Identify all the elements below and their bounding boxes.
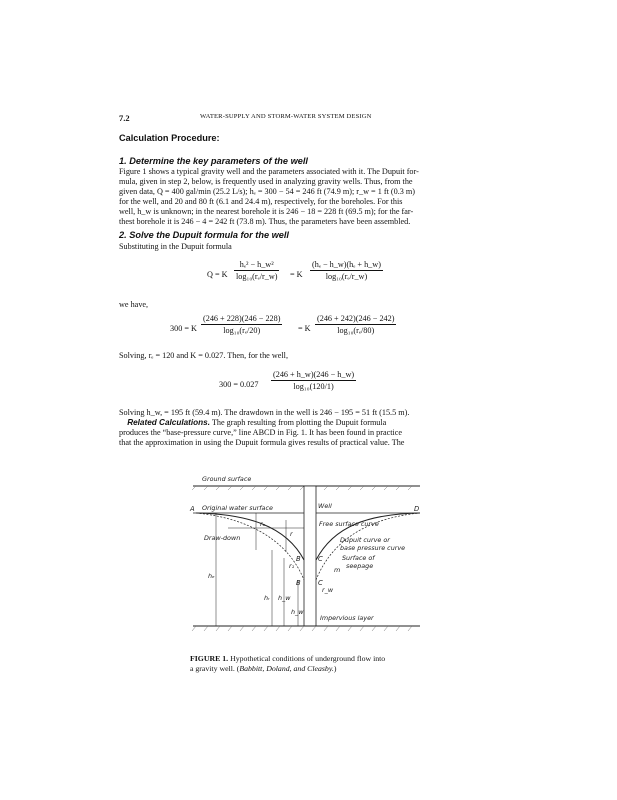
running-title: WATER-SUPPLY AND STORM-WATER SYSTEM DESIGN — [200, 113, 372, 120]
eq3-denominator: log₁₀(120/1) — [293, 382, 334, 391]
hr-label: hᵣ — [264, 594, 270, 602]
label-B: B — [296, 555, 301, 563]
label-A: A — [190, 505, 195, 513]
text-line: thest borehole it is 246 − 4 = 242 ft (73.8 m). Thus, the parameters have been assembled. — [119, 217, 411, 226]
eq1-fraction-1 — [234, 259, 279, 282]
we-have-text: we have, — [119, 300, 149, 309]
eq1-denominator-2: log₁₀(rₑ/r_w) — [325, 272, 368, 281]
text-line: for the well, and 20 and 80 ft (6.1 and 24.4 m), respectively, for the boreholes. For this — [119, 197, 403, 206]
dupuit-curve-label: Dupuit curve or — [340, 536, 390, 544]
he-label: hₑ — [208, 572, 215, 580]
related-line-1: The graph resulting from plotting the Dupuit formula — [211, 418, 387, 427]
draw-down-label: Draw-down — [204, 534, 241, 542]
r-label: r — [290, 530, 293, 538]
impervious-layer-label: Impervious layer — [320, 614, 374, 622]
surface-of-label: Surface of — [342, 554, 375, 562]
eq1-fraction-2 — [310, 259, 383, 282]
related-label: Related Calculations. — [127, 418, 210, 427]
eq2-numerator-2: (246 + 242)(246 − 242) — [317, 314, 395, 323]
caption-text-2: a gravity well. ( — [190, 664, 240, 673]
eq2-lhs: 300 = K — [170, 324, 197, 333]
page-number: 7.2 — [119, 113, 130, 123]
well-label: Well — [318, 502, 332, 510]
label-D: D — [414, 505, 420, 513]
text-line: mula, given in step 2, below, is frequently used in analyzing gravity wells. Thus, from the — [119, 177, 413, 186]
eq2-mid: = K — [298, 324, 311, 333]
eq3-numerator: (246 + h_w)(246 − h_w) — [273, 370, 355, 379]
step2-heading: 2. Solve the Dupuit formula for the well — [119, 230, 289, 240]
rw-label: r_w — [322, 586, 334, 594]
related-paragraph — [119, 418, 498, 448]
solving-text-1: Solving, rₑ = 120 and K = 0.027. Then, for the well, — [119, 351, 288, 360]
text-line: well, h_w is unknown; in the nearest borehole it is 246 − 18 = 228 ft (69.5 m); for the far- — [119, 207, 414, 216]
caption-source: Babbitt, Doland, and Cleasby. — [239, 664, 334, 673]
original-water-surface-label: Original water surface — [202, 504, 273, 512]
re-label: rₑ — [260, 520, 266, 528]
step1-paragraph — [119, 167, 498, 227]
gravity-well-diagram — [188, 468, 424, 638]
eq3-lhs: 300 = 0.027 — [219, 380, 259, 389]
step2-intro: Substituting in the Dupuit formula — [119, 242, 232, 251]
eq2-denominator-2: log₁₀(rₑ/80) — [337, 326, 375, 335]
r1-label: r₁ — [289, 562, 295, 570]
caption-line-1 — [190, 654, 430, 664]
text-line: Figure 1 shows a typical gravity well and the parameters associated with it. The Dupuit for- — [119, 167, 419, 176]
eq1-mid: = K — [290, 270, 303, 279]
solving-text-2: Solving h_w, = 195 ft (59.4 m). The drawdown in the well is 246 − 195 = 51 ft (15.5 m). — [119, 408, 410, 417]
ground-surface-label: Ground surface — [202, 475, 252, 483]
eq2-fraction-2 — [315, 313, 396, 336]
text-line: given data, Q = 400 gal/min (25.2 L/s); hₑ = 300 − 54 = 246 ft (74.9 m); r_w = 1 ft (0.3 m) — [119, 187, 416, 196]
eq1-lhs: Q = K — [207, 270, 228, 279]
procedure-heading: Calculation Procedure: — [119, 133, 220, 143]
figure-caption — [190, 654, 430, 674]
well-casing — [304, 486, 316, 626]
eq1-denominator-1: log₁₀(rₑ/r_w) — [236, 272, 278, 281]
hw-label: h_w — [291, 608, 304, 616]
step1-heading: 1. Determine the key parameters of the well — [119, 156, 308, 166]
text-line: produces the “base-pressure curve,” line ABCD in Fig. 1. It has been found in practice — [119, 428, 403, 437]
eq2-numerator-1: (246 + 228)(246 − 228) — [203, 314, 281, 323]
text-line — [119, 418, 498, 428]
base-pressure-curve-label: base pressure curve — [340, 544, 406, 552]
eq1-numerator-1: hₑ² − h_w² — [234, 259, 279, 271]
eq2-denominator-1: log₁₀(rₑ/20) — [223, 326, 261, 335]
label-B-lower: B — [296, 579, 301, 587]
text-line: that the approximation in using the Dupuit formula gives results of practical value. The — [119, 438, 405, 447]
eq1-numerator-2: (hₑ − h_w)(hₑ + h_w) — [312, 260, 381, 269]
free-surface-curve-label: Free surface curve — [319, 520, 379, 528]
caption-end: ) — [333, 664, 337, 673]
label-C: C — [318, 555, 323, 563]
caption-text: Hypothetical conditions of underground flow into — [230, 654, 386, 663]
seepage-label: seepage — [346, 562, 374, 570]
caption-label: FIGURE 1. — [190, 654, 229, 663]
label-C-lower: C — [318, 579, 323, 587]
eq3-fraction — [271, 369, 356, 392]
caption-line-2 — [190, 664, 430, 674]
hw-top-label: h_w — [278, 594, 291, 602]
eq2-fraction-1 — [201, 313, 282, 336]
m-label: m — [334, 566, 341, 574]
